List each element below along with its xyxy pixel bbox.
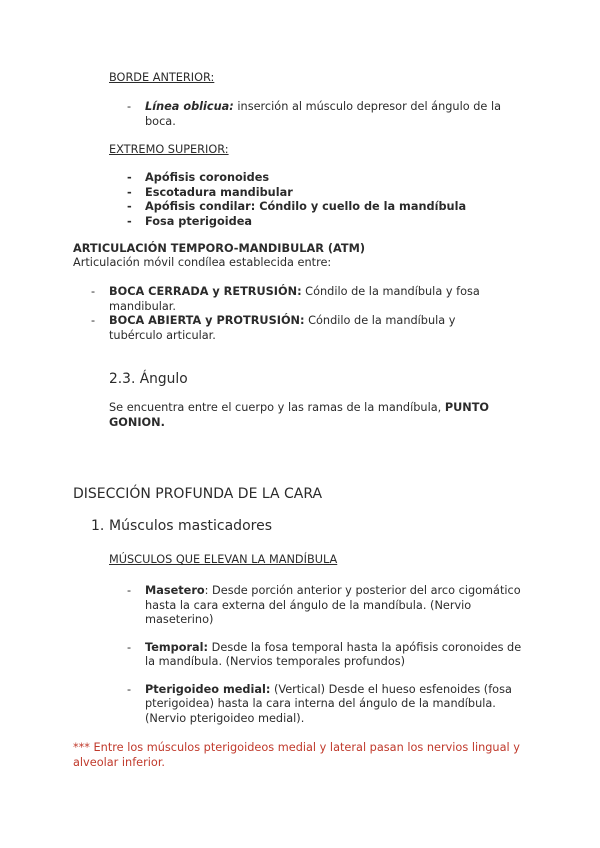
list-item <box>91 285 511 314</box>
item-label: BOCA CERRADA y RETRUSIÓN: <box>109 285 302 298</box>
item-label: Pterigoideo medial: <box>145 682 271 696</box>
item-text: (Vertical) Desde el hueso esfenoides (fosa pterigoidea) hasta la cara interna del ángulo de la mandíbula. (Nervio pterigoideo medial). <box>145 682 512 725</box>
atm-intro: Articulación móvil condílea establecida entre: <box>73 256 332 269</box>
section-number: 1. <box>91 518 105 534</box>
list-item <box>127 100 507 129</box>
list-item: - Escotadura mandibular <box>127 186 507 201</box>
list-item <box>127 584 527 628</box>
section-title: Músculos masticadores <box>109 518 272 534</box>
item-text: : Desde porción anterior y posterior del arco cigomático hasta la cara externa del ángulo de la mandíbula. (Nervio maseterino) <box>145 584 521 626</box>
borde-anterior-list <box>127 100 507 129</box>
angulo-text <box>109 401 509 430</box>
list-item: - Apófisis condilar: Cóndilo y cuello de la mandíbula <box>127 200 507 215</box>
list-item: - Apófisis coronoides <box>127 171 507 186</box>
diseccion-heading: DISECCIÓN PROFUNDA DE LA CARA <box>73 486 323 502</box>
extremo-superior-heading: EXTREMO SUPERIOR: <box>109 143 229 156</box>
atm-list <box>91 285 511 343</box>
item-text: inserción al músculo depresor del ángulo de la boca. <box>145 100 502 128</box>
borde-anterior-heading: BORDE ANTERIOR: <box>109 71 215 84</box>
angulo-heading: 2.3. Ángulo <box>109 371 188 387</box>
list-item <box>127 641 527 670</box>
temporal-list <box>127 641 527 670</box>
atm-heading: ARTICULACIÓN TEMPORO-MANDIBULAR (ATM) <box>73 242 365 255</box>
extremo-superior-list <box>127 171 507 229</box>
musculos-list <box>127 584 527 726</box>
list-item: - Fosa pterigoidea <box>127 215 507 230</box>
item-text: Desde la fosa temporal hasta la apófisis coronoides de la mandíbula. (Nervios temporales profundos) <box>145 640 522 668</box>
musculos-subheading: MÚSCULOS QUE ELEVAN LA MANDÍBULA <box>109 553 338 566</box>
item-label: BOCA ABIERTA y PROTRUSIÓN: <box>109 314 305 327</box>
pterigoideo-list <box>127 683 527 727</box>
item-label: Masetero <box>145 584 205 597</box>
item-text: Cóndilo de la mandíbula y fosa mandibular. <box>109 285 480 313</box>
angulo-body: Se encuentra entre el cuerpo y las ramas de la mandíbula, <box>109 401 445 414</box>
punto-gonion: PUNTO GONION. <box>109 401 490 429</box>
masetero-list <box>127 584 527 628</box>
list-item <box>91 314 511 343</box>
item-text: Cóndilo de la mandíbula y tubérculo articular. <box>109 314 456 342</box>
list-item <box>127 683 527 727</box>
item-label: Temporal: <box>145 640 209 654</box>
note: *** Entre los músculos pterigoideos medial y lateral pasan los nervios lingual y alveolar inferior. <box>73 741 520 769</box>
item-label: Línea oblicua: <box>145 100 234 113</box>
